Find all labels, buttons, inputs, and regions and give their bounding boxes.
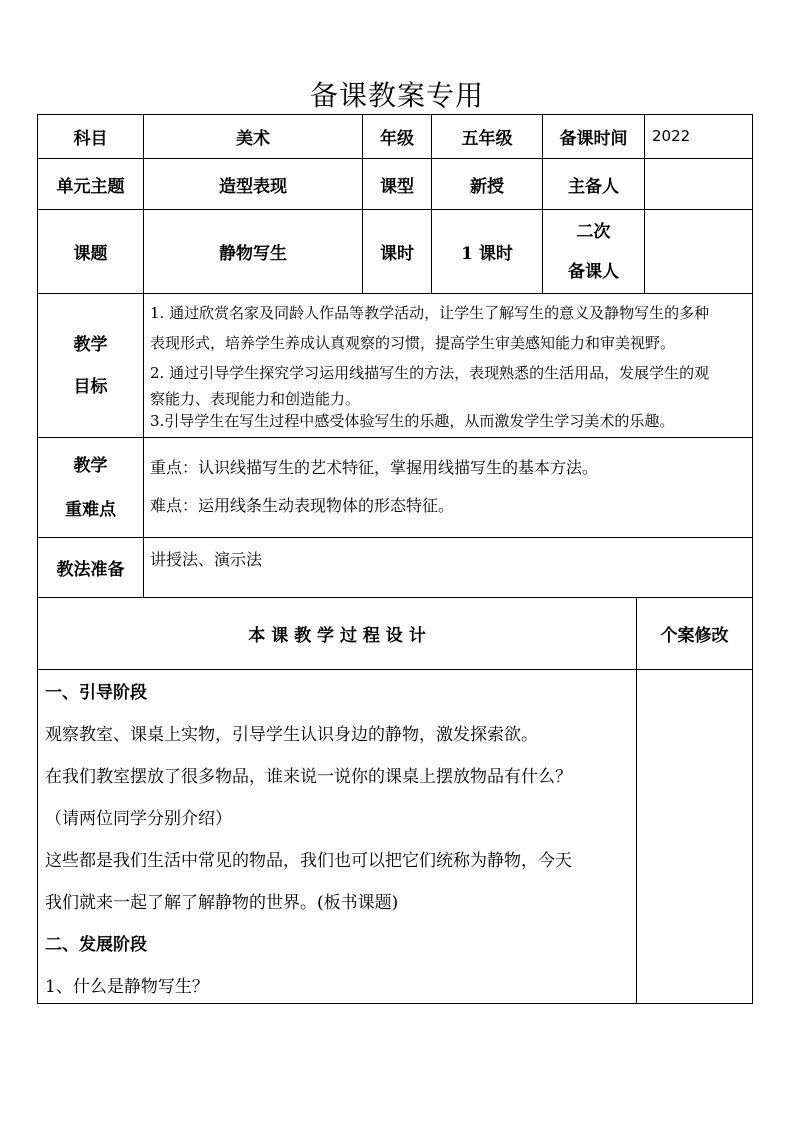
key-points-label [38, 438, 143, 537]
revision-header: 个案修改 [660, 626, 729, 646]
process-line: 这些都是我们生活中常见的物品，我们也可以把它们统称为静物，今天 [45, 851, 572, 871]
unit-value: 造型表现 [219, 176, 287, 197]
method-label: 教法准备 [56, 560, 125, 580]
key-points-label-line2: 重难点 [65, 499, 116, 520]
process-header: 本 课 教 学 过 程 设 计 [248, 626, 426, 646]
goals-label-line2: 目标 [73, 376, 108, 397]
hours-label: 课时 [380, 244, 414, 264]
process-content [45, 672, 635, 1008]
second-prep-label-line2: 备课人 [568, 261, 619, 282]
process-line: 观察教室、课桌上实物，引导学生认识身边的静物，激发探索欲。 [45, 725, 538, 745]
key-points-label-line1: 教学 [73, 455, 108, 476]
section-heading: 一、引导阶段 [45, 683, 147, 703]
prep-time-label: 备课时间 [559, 129, 628, 149]
second-prep-value [645, 210, 752, 293]
key-point-text: 重点：认识线描写生的艺术特征，掌握用线描写生的基本方法。 [150, 458, 599, 477]
revision-notes [637, 670, 752, 1003]
process-line: 在我们教室摆放了很多物品，谁来说一说你的课桌上摆放物品有什么？ [45, 767, 572, 787]
goals-content [150, 298, 750, 437]
grade-value: 五年级 [461, 129, 513, 149]
topic-value: 静物写生 [219, 244, 287, 264]
goals-label-line1: 教学 [73, 334, 108, 355]
goal-line: 1. 通过欣赏名家及同龄人作品等教学活动，让学生了解写生的意义及静物写生的多种 [150, 304, 710, 322]
difficult-point-text: 难点：运用线条生动表现物体的形态特征。 [150, 496, 455, 515]
method-value: 讲授法、演示法 [150, 550, 263, 569]
goals-label [38, 294, 143, 437]
goal-line: 表现形式，培养学生养成认真观察的习惯，提高学生审美感知能力和审美视野。 [150, 334, 676, 352]
process-line: （请两位同学分别介绍） [45, 809, 232, 829]
goal-line: 2. 通过引导学生探究学习运用线描写生的方法，表现熟悉的生活用品，发展学生的观 [150, 364, 710, 382]
main-prep-value [645, 159, 752, 209]
main-prep-label: 主备人 [568, 176, 619, 197]
page-title: 备课教案专用 [309, 79, 484, 112]
section-heading: 二、发展阶段 [45, 935, 147, 955]
prep-time-value: 2022 [652, 127, 691, 145]
process-line: 我们就来一起了解了解静物的世界。(板书课题) [45, 893, 399, 913]
grade-label: 年级 [380, 129, 414, 149]
subject-label: 科目 [73, 129, 108, 149]
goal-line: 察能力、表现能力和创造能力。 [150, 390, 361, 408]
goal-line: 3.引导学生在写生过程中感受体验写生的乐趣，从而激发学生学习美术的乐趣。 [150, 412, 675, 430]
process-line: 1、什么是静物写生？ [45, 977, 209, 997]
key-points-content [150, 449, 750, 525]
subject-value: 美术 [236, 129, 270, 149]
hours-value: 1 课时 [461, 244, 513, 264]
second-prep-label-line1: 二次 [576, 221, 611, 242]
unit-label: 单元主题 [56, 176, 125, 197]
type-label: 课型 [380, 176, 414, 197]
second-prep-label [543, 210, 644, 293]
topic-label: 课题 [73, 244, 108, 264]
type-value: 新授 [470, 176, 504, 197]
